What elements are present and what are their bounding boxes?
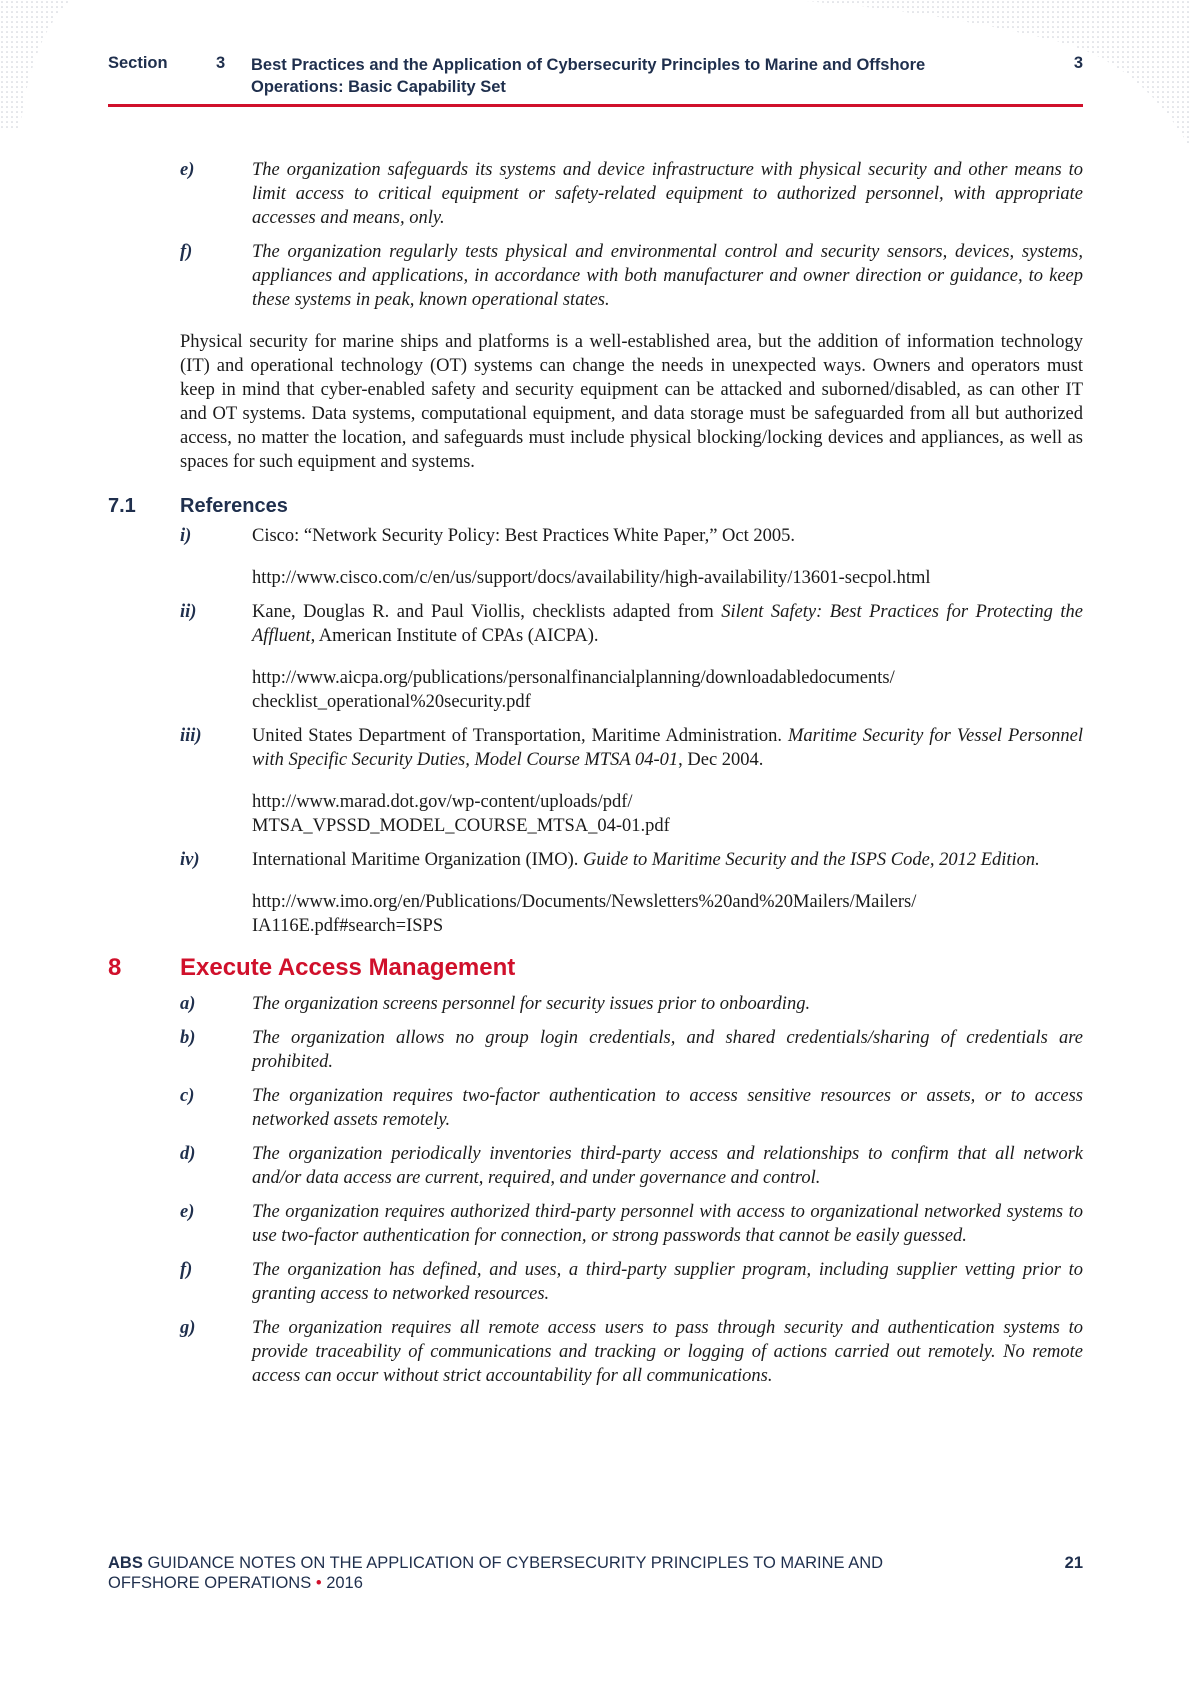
list-item [108, 1142, 1083, 1190]
reference-text-pre: Kane, Douglas R. and Paul Viollis, checklists adapted from [252, 602, 722, 622]
list-text: The organization screens personnel for security issues prior to onboarding. [252, 994, 811, 1014]
reference-marker: i) [180, 526, 192, 546]
list-marker: e) [180, 160, 195, 180]
list-text: The organization requires two-factor authentication to access sensitive resources or assets, or to access networked assets remotely. [252, 1086, 1083, 1130]
reference-item [108, 600, 1083, 648]
list-item [108, 1316, 1083, 1388]
reference-url[interactable] [108, 666, 1083, 714]
reference-marker: iii) [180, 726, 202, 746]
header-divider [108, 104, 1083, 107]
reference-text-pre: United States Department of Transportation, Maritime Administration. [252, 726, 788, 746]
list-item [108, 1026, 1083, 1074]
list-marker: b) [180, 1028, 196, 1048]
list-item [108, 158, 1083, 230]
heading-title: Execute Access Management [180, 954, 516, 981]
reference-url-line: IA116E.pdf#search=ISPS [252, 916, 444, 936]
page-content [108, 158, 1083, 1388]
list-marker: f) [180, 242, 193, 262]
reference-title: Guide to Maritime Security and the ISPS Code, 2012 Edition. [583, 850, 1040, 870]
reference-item [108, 524, 1083, 548]
list-marker: d) [180, 1144, 196, 1164]
list-text: The organization periodically inventories third-party access and relationships to confirm that all network and/or data access are current, required, and under governance and control. [252, 1144, 1083, 1188]
reference-url-line: MTSA_VPSSD_MODEL_COURSE_MTSA_04-01.pdf [252, 816, 670, 836]
heading-title: References [180, 495, 288, 517]
reference-title: Silent Safety: Best Practices for Protecting the Affluent [252, 602, 1083, 646]
reference-url-line: http://www.marad.dot.gov/wp-content/uploads/pdf/ [252, 792, 633, 812]
footer-year: 2016 [326, 1574, 363, 1592]
section-number: 3 [216, 54, 226, 72]
list-item [108, 992, 1083, 1016]
list-text: The organization allows no group login credentials, and shared credentials/sharing of credentials are prohibited. [252, 1028, 1083, 1072]
reference-url[interactable] [108, 790, 1083, 838]
list-marker: e) [180, 1202, 195, 1222]
section-heading-8 [108, 954, 1083, 982]
reference-marker: iv) [180, 850, 200, 870]
list-text: The organization has defined, and uses, a third-party supplier program, including supplier vetting prior to granting access to networked resources. [252, 1260, 1083, 1304]
list-marker: c) [180, 1086, 195, 1106]
reference-item [108, 848, 1083, 872]
list-item [108, 1258, 1083, 1306]
footer-separator: • [315, 1574, 322, 1592]
body-paragraph: Physical security for marine ships and platforms is a well-established area, but the addition of information technology (IT) and operational technology (OT) systems can change the needs in unexpected ways. Owners and operators must keep in mind that cyber-enabled safety and security equipment can be attacked and suborned/disabled, as can other IT and OT systems. Data systems, computational equipment, and data storage must be safeguarded from all but authorized access, no matter the location, and safeguards must include physical blocking/locking devices and appliances, as well as spaces for such equipment and systems. [180, 332, 1083, 472]
list-text: The organization regularly tests physical and environmental control and security sensors, devices, systems, appliances and applications, in accordance with both manufacturer and owner direction or guidance, to keep these systems in peak, known operational states. [252, 242, 1083, 310]
heading-number: 7.1 [108, 495, 136, 517]
footer-text [108, 1553, 968, 1593]
list-marker: f) [180, 1260, 193, 1280]
reference-url-line: checklist_operational%20security.pdf [252, 692, 531, 712]
reference-url-line: http://www.aicpa.org/publications/personalfinancialplanning/downloadabledocuments/ [252, 668, 895, 688]
decorative-dot-pattern-left [0, 0, 120, 130]
heading-number: 8 [108, 954, 122, 981]
chapter-number: 3 [1073, 54, 1083, 72]
list-text: The organization requires authorized third-party personnel with access to organizational networked systems to use two-factor authentication for connection, or strong passwords that cannot be easily guessed. [252, 1202, 1083, 1246]
reference-url-line: http://www.imo.org/en/Publications/Documents/Newsletters%20and%20Mailers/Mailers/ [252, 892, 917, 912]
reference-item [108, 724, 1083, 772]
reference-marker: ii) [180, 602, 197, 622]
list-item [108, 1084, 1083, 1132]
page-number: 21 [1064, 1554, 1083, 1572]
footer-brand: ABS [108, 1554, 143, 1572]
section-heading-7-1 [108, 494, 1083, 518]
reference-text-pre: International Maritime Organization (IMO). [252, 850, 584, 870]
footer-title: GUIDANCE NOTES ON THE APPLICATION OF CYBERSECURITY PRINCIPLES TO MARINE AND OFFSHORE OPERATIONS [108, 1554, 884, 1592]
list-marker: g) [180, 1318, 196, 1338]
list-item [108, 1200, 1083, 1248]
list-item [108, 240, 1083, 312]
list-marker: a) [180, 994, 196, 1014]
reference-url[interactable]: http://www.cisco.com/c/en/us/support/docs/availability/high-availability/13601-secpol.html [252, 568, 931, 588]
section-title: Best Practices and the Application of Cybersecurity Principles to Marine and Offshore Operations: Basic Capability Set [251, 56, 926, 96]
reference-text: Cisco: “Network Security Policy: Best Practices White Paper,” Oct 2005. [252, 526, 796, 546]
reference-text-post: , Dec 2004. [678, 750, 764, 770]
reference-url[interactable] [108, 890, 1083, 938]
list-text: The organization requires all remote access users to pass through security and authentication systems to provide traceability of communications and tracking or logging of actions carried out remotely. No remote access can occur without strict accountability for all communications. [252, 1318, 1083, 1386]
reference-text-post: , American Institute of CPAs (AICPA). [310, 626, 599, 646]
page-footer [108, 1553, 1083, 1593]
reference-title: Maritime Security for Vessel Personnel with Specific Security Duties, Model Course MTSA 04-01 [252, 726, 1084, 770]
section-label: Section [108, 54, 168, 72]
list-text: The organization safeguards its systems and device infrastructure with physical security and other means to limit access to critical equipment or safety-related equipment to authorized personnel, with appropriate accesses and means, only. [252, 160, 1083, 228]
